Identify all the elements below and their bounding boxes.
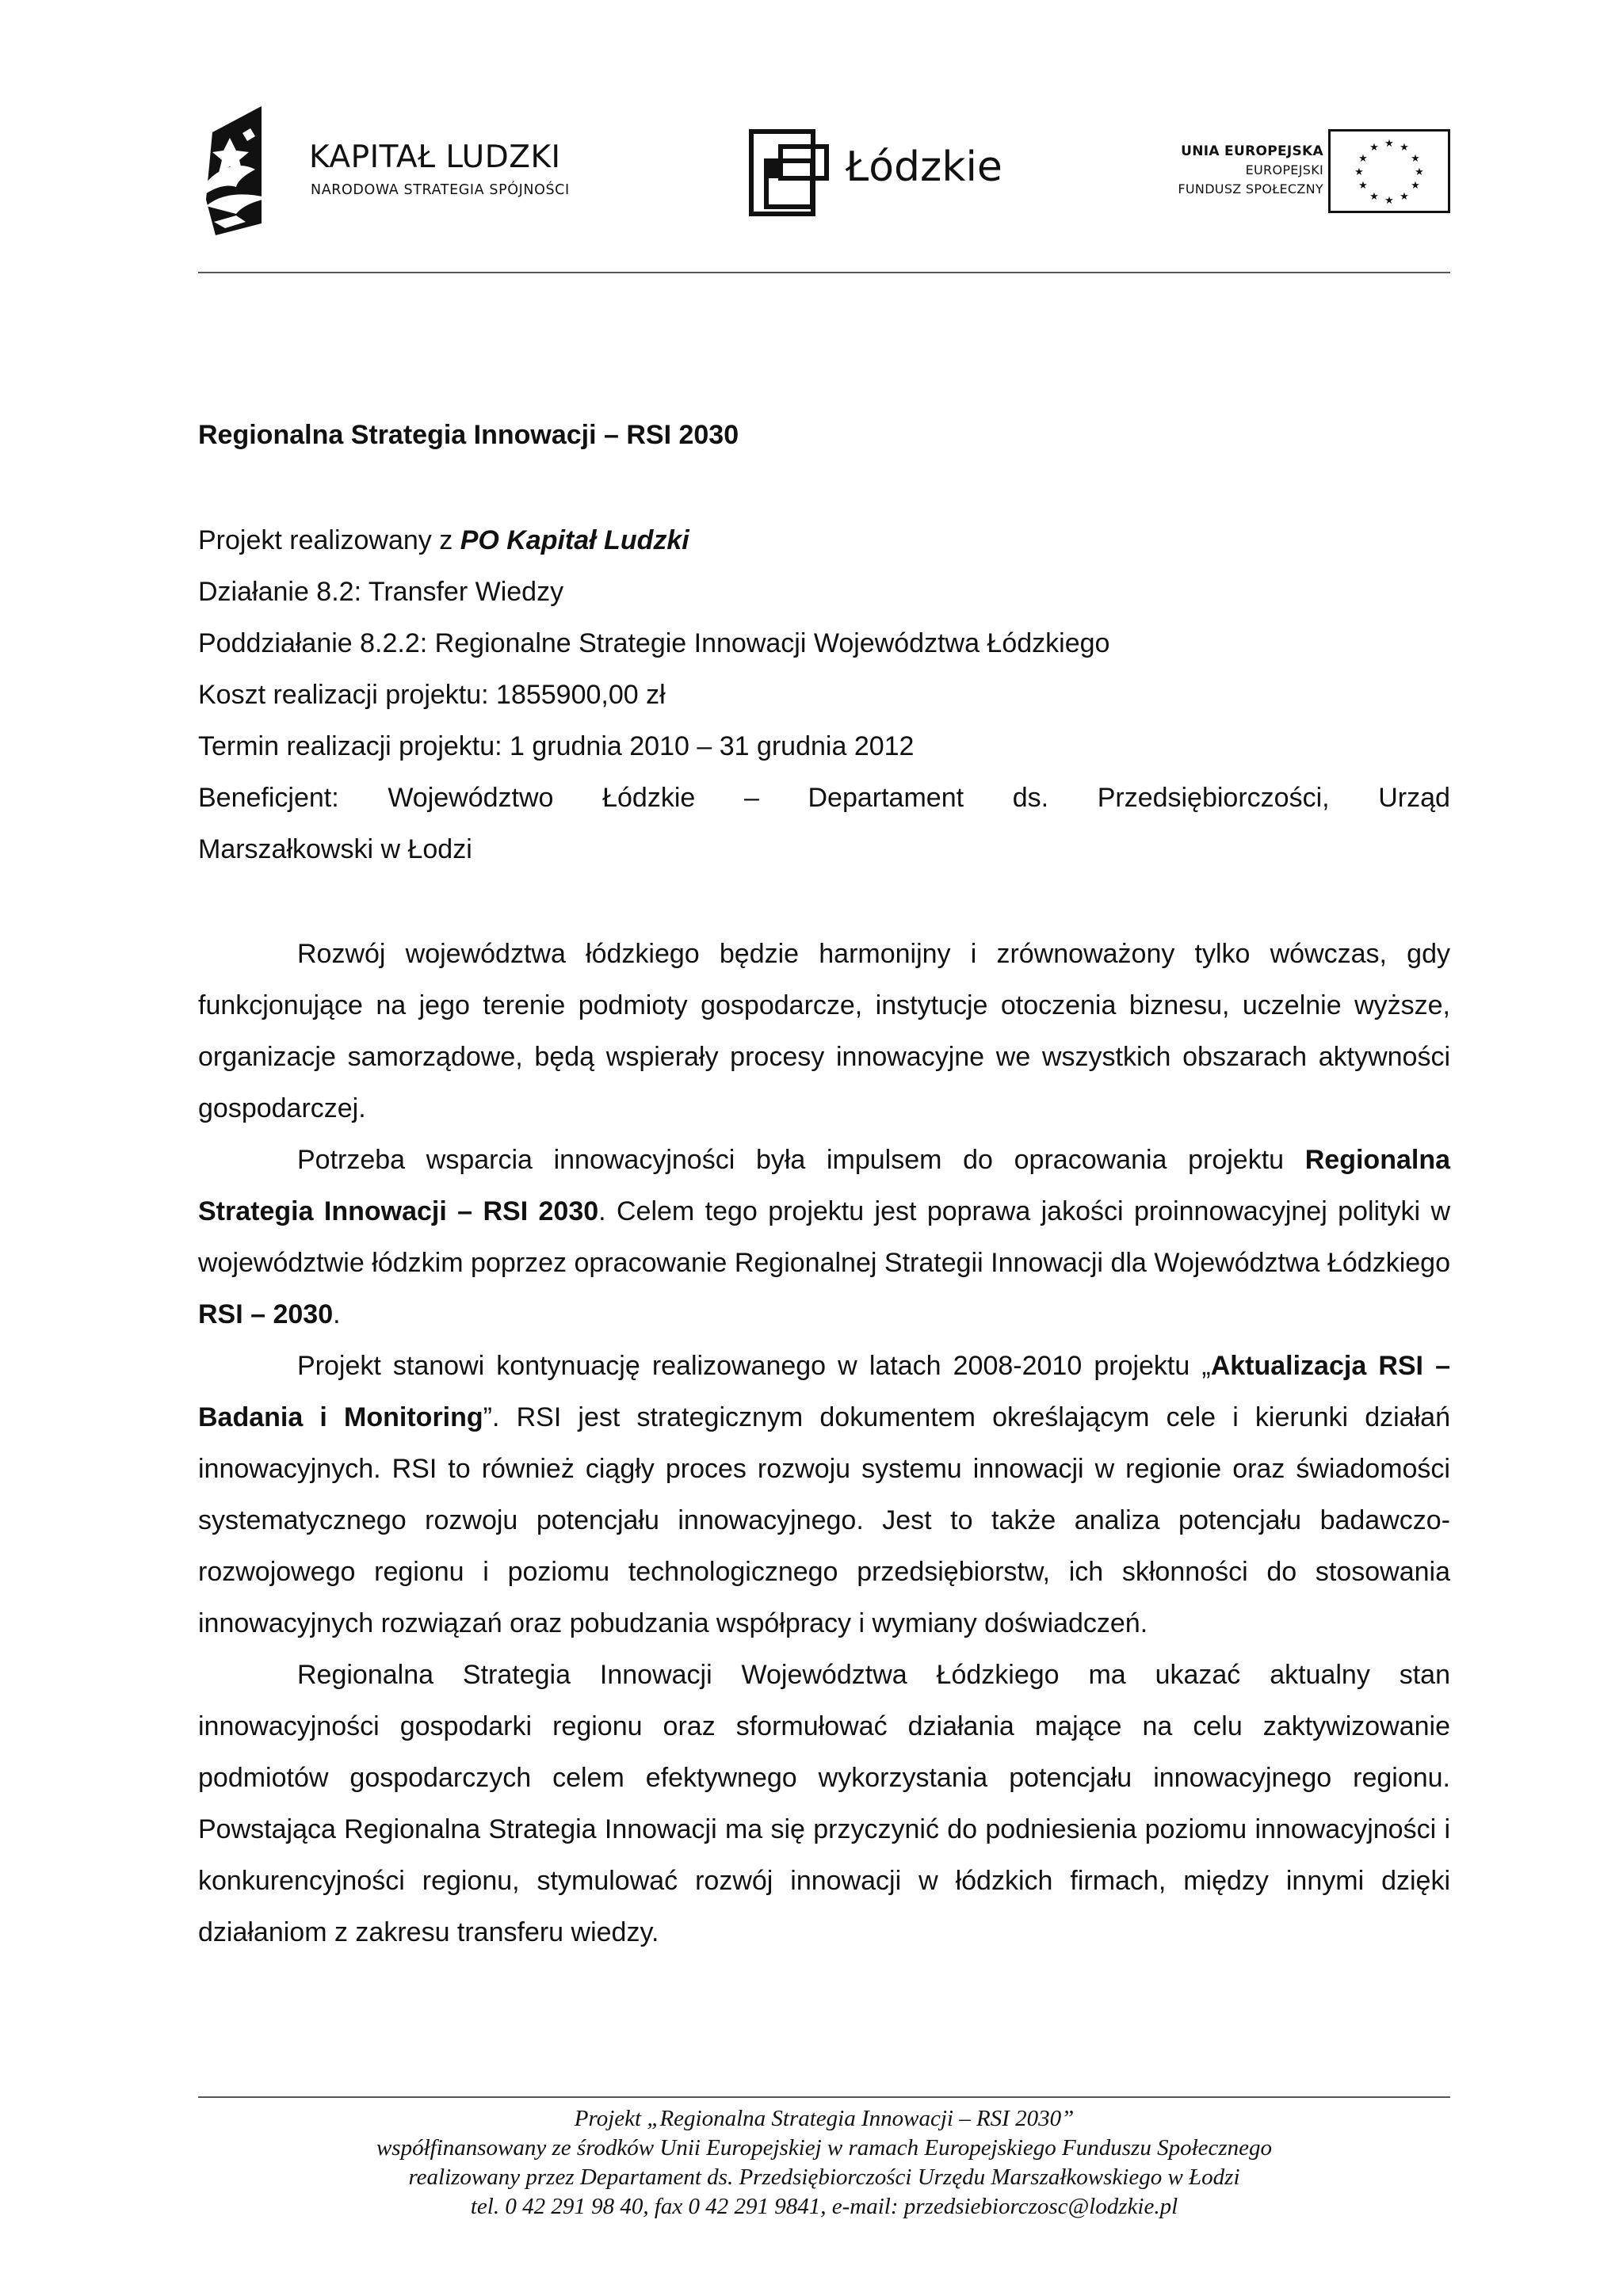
document-title: Regionalna Strategia Innowacji – RSI 2030 bbox=[198, 420, 739, 450]
header-divider bbox=[198, 272, 1450, 273]
poddzialanie-line: Poddziałanie 8.2.2: Regionalne Strategie Innowacji Województwa Łódzkiego bbox=[198, 628, 1110, 658]
beneficjent-word: Łódzkie bbox=[602, 783, 696, 813]
kapital-ludzki-subtitle: NARODOWA STRATEGIA SPÓJNOŚCI bbox=[311, 182, 570, 198]
footer-line-cofinancing: współfinansowany ze środków Unii Europejskiej w ramach Europejskiego Funduszu Społecznego bbox=[376, 2135, 1273, 2161]
footer-line-project: Projekt „Regionalna Strategia Innowacji – RSI 2030” bbox=[574, 2106, 1075, 2131]
svg-text:★: ★ bbox=[1369, 191, 1379, 203]
paragraph-2-bold-project: Regionalna Strategia Innowacji – RSI 2030 bbox=[198, 1145, 1450, 1226]
paragraph-4: Regionalna Strategia Innowacji Województwa Łódzkiego ma ukazać aktualny stan innowacyjności gospodarki regionu oraz sformułować działania mające na celu zaktywizowanie podmiotów gospodarczych celem efektywnego wykorzystania potencjału innowacyjnego regionu. Powstająca Regionalna Strategia Innowacji ma się przyczynić do podniesienia poziomu innowacyjności i konkurencyjności regionu, stymulować rozwój innowacji w łódzkich firmach, między innymi dzięki działaniom z zakresu transferu wiedzy. bbox=[198, 1660, 1450, 1947]
beneficjent-word: Departament bbox=[808, 783, 964, 813]
beneficjent-word: ds. bbox=[1012, 783, 1049, 813]
svg-text:★: ★ bbox=[1411, 180, 1420, 192]
svg-text:★: ★ bbox=[1415, 166, 1424, 178]
beneficjent-line bbox=[198, 772, 1450, 824]
beneficjent-line-2: Marszałkowski w Łodzi bbox=[198, 834, 472, 864]
footer-divider bbox=[198, 2096, 1450, 2098]
paragraph-2-bold-rsi: RSI – 2030 bbox=[198, 1299, 334, 1329]
lodzkie-logo bbox=[749, 129, 1010, 216]
svg-text:★: ★ bbox=[1358, 153, 1368, 165]
svg-text:★: ★ bbox=[1354, 166, 1364, 178]
eu-line-social-fund: FUNDUSZ SPOŁECZNY bbox=[1178, 181, 1323, 196]
paragraph-2 bbox=[198, 1135, 1450, 1341]
project-meta bbox=[198, 515, 1450, 875]
dzialanie-line: Działanie 8.2: Transfer Wiedzy bbox=[198, 577, 564, 607]
svg-text:★: ★ bbox=[1400, 191, 1409, 203]
svg-text:★: ★ bbox=[1358, 180, 1368, 192]
beneficjent-word: Beneficjent: bbox=[198, 783, 339, 813]
svg-text:★: ★ bbox=[1384, 138, 1394, 150]
paragraph-2-text: Potrzeba wsparcia innowacyjności była impulsem do opracowania projektu bbox=[297, 1145, 1305, 1175]
paragraph-2-text: . bbox=[333, 1299, 341, 1329]
project-source-prefix: Projekt realizowany z bbox=[198, 525, 460, 555]
eu-logo bbox=[1141, 129, 1450, 216]
termin-line: Termin realizacji projektu: 1 grudnia 2010 – 31 grudnia 2012 bbox=[198, 731, 915, 761]
paragraph-2-text: . Celem tego projektu jest poprawa jakości proinnowacyjnej polityki w województwie łódzkim poprzez opracowanie Regionalnej Strategii Innowacji dla Województwa Łódzkiego bbox=[198, 1196, 1450, 1278]
koszt-line: Koszt realizacji projektu: 1855900,00 zł bbox=[198, 680, 666, 710]
kapital-ludzki-emblem-icon bbox=[198, 105, 301, 235]
lodzkie-name: Łódzkie bbox=[846, 143, 1002, 191]
page-footer bbox=[198, 2104, 1450, 2222]
beneficjent-word: Województwo bbox=[388, 783, 554, 813]
project-source-line bbox=[198, 515, 1450, 566]
paragraph-3-text: Projekt stanowi kontynuację realizowanego w latach 2008-2010 projektu „ bbox=[297, 1351, 1211, 1381]
eu-line-union: UNIA EUROPEJSKA bbox=[1181, 143, 1323, 159]
footer-line-implementer: realizowany przez Departament ds. Przedsiębiorczości Urzędu Marszałkowskiego w Łodzi bbox=[408, 2164, 1240, 2190]
svg-text:★: ★ bbox=[1369, 142, 1379, 154]
svg-text:★: ★ bbox=[1400, 142, 1409, 154]
beneficjent-word: – bbox=[743, 783, 759, 813]
lodzkie-emblem-icon bbox=[749, 129, 836, 216]
beneficjent-word: Przedsiębiorczości, bbox=[1097, 783, 1330, 813]
kapital-ludzki-logo bbox=[198, 105, 610, 235]
project-program: PO Kapitał Ludzki bbox=[460, 525, 689, 555]
svg-text:★: ★ bbox=[1411, 153, 1420, 165]
paragraph-1: Rozwój województwa łódzkiego będzie harmonijny i zrównoważony tylko wówczas, gdy funkcjonujące na jego terenie podmioty gospodarcze, instytucje otoczenia biznesu, uczelnie wyższe, organizacje samorządowe, będą wspierały procesy innowacyjne we wszystkich obszarach aktywności gospodarczej. bbox=[198, 939, 1450, 1123]
document-body bbox=[198, 929, 1450, 1958]
paragraph-3 bbox=[198, 1341, 1450, 1650]
eu-flag-icon bbox=[1328, 129, 1450, 213]
paragraph-3-bold-project: Aktualizacja RSI – Badania i Monitoring bbox=[198, 1351, 1450, 1432]
eu-line-european: EUROPEJSKI bbox=[1245, 162, 1323, 177]
footer-line-contact: tel. 0 42 291 98 40, fax 0 42 291 9841, e-mail: przedsiebiorczosc@lodzkie.pl bbox=[470, 2194, 1178, 2219]
svg-text:★: ★ bbox=[1384, 195, 1394, 207]
paragraph-3-text: ”. RSI jest strategicznym dokumentem określającym cele i kierunki działań innowacyjnych. RSI to również ciągły proces rozwoju systemu innowacji w regionie oraz świadomości systematycznego rozwoju potencjału innowacyjnego. Jest to także analiza potencjału badawczo-rozwojowego regionu i poziomu technologicznego przedsiębiorstw, ich skłonności do stosowania innowacyjnych rozwiązań oraz pobudzania współpracy i wymiany doświadczeń. bbox=[198, 1402, 1450, 1638]
beneficjent-word: Urząd bbox=[1378, 783, 1450, 813]
kapital-ludzki-title: KAPITAŁ LUDZKI bbox=[309, 139, 561, 175]
